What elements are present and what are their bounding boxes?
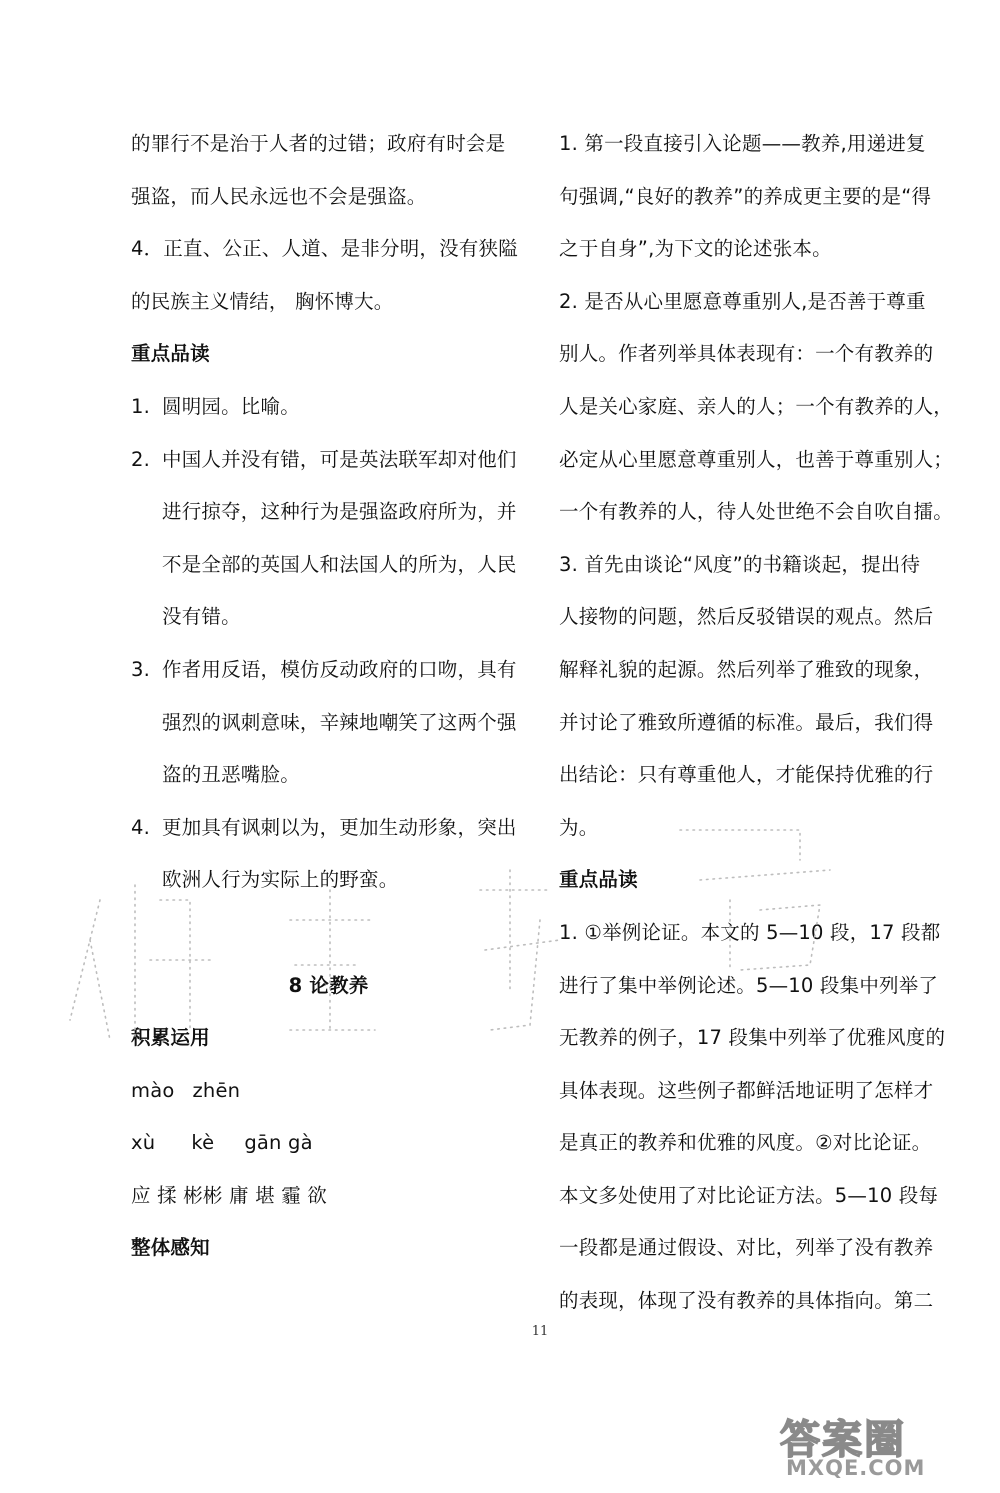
text-line: 1. 第一段直接引入论题——教养,用递进复: [559, 132, 926, 155]
text-line: 人是关心家庭、亲人的人；一个有教养的人，: [559, 394, 954, 418]
text-line: 一个有教养的人，待人处世绝不会自吹自擂。: [559, 500, 954, 524]
item-number: 4.: [131, 815, 151, 839]
text-line: 人接物的问题，然后反驳错误的观点。然后: [559, 605, 934, 629]
pinyin-text: xù: [131, 1131, 156, 1155]
item-text: 中国人并没有错，可是英法联军却对他们: [162, 447, 517, 471]
text-line: 的罪行不是治于人者的过错；政府有时会是: [131, 132, 506, 155]
text-line: 出结论：只有尊重他人，才能保持优雅的行: [559, 763, 934, 787]
text-line: 进行了集中举例论述。5—10 段集中列举了: [559, 973, 939, 997]
item-number: 1.: [131, 394, 151, 418]
text-line: 盗的丑恶嘴脸。: [162, 763, 300, 787]
text-line: 不是全部的英国人和法国人的所为，人民: [162, 552, 517, 576]
text-line: 本文多处使用了对比论证方法。5—10 段每: [559, 1183, 939, 1207]
page-number: 11: [531, 1324, 549, 1339]
text-line: 并讨论了雅致所遵循的标准。最后，我们得: [559, 710, 934, 734]
text-line: 没有错。: [162, 605, 241, 629]
pinyin-line: [131, 1065, 526, 1118]
text-line: 句强调,“良好的教养”的养成更主要的是“得: [559, 184, 932, 208]
numbered-item: [131, 381, 526, 434]
text-line: 欧洲人行为实际上的野蛮。: [162, 868, 399, 892]
numbered-item: [131, 434, 526, 487]
text-line: 一段都是通过假设、对比，列举了没有教养: [559, 1236, 934, 1260]
numbered-item: [131, 802, 526, 855]
text-line: 为。: [559, 815, 599, 839]
text-line: 必定从心里愿意尊重别人，也善于尊重别人；: [559, 447, 954, 471]
text-line: 1. ①举例论证。本文的 5—10 段，17 段都: [559, 920, 941, 944]
item-number: 2.: [131, 447, 151, 471]
pinyin-text: gān gà: [244, 1131, 313, 1155]
chapter-title: 8 论教养: [288, 973, 369, 997]
text-line: 是真正的教养和优雅的风度。②对比论证。: [559, 1131, 932, 1155]
pinyin-text: zhēn: [192, 1078, 241, 1102]
section-heading: 积累运用: [131, 1026, 210, 1050]
section-heading: 重点品读: [131, 342, 210, 366]
text-line: 进行掠夺，这种行为是强盗政府所为，并: [162, 500, 517, 524]
text-line: 的表现，体现了没有教养的具体指向。第二: [559, 1289, 934, 1313]
text-line: 的民族主义情结， 胸怀博大。: [131, 289, 394, 313]
watermark-logo: [780, 1408, 985, 1488]
text-line: 3. 首先由谈论“风度”的书籍谈起，提出待: [559, 552, 921, 576]
text-line: 应 揉 彬彬 庸 堪 霾 欲: [131, 1183, 327, 1207]
text-line: 之于自身”,为下文的论述张本。: [559, 237, 832, 261]
text-line: 解释礼貌的起源。然后列举了雅致的现象，: [559, 657, 934, 681]
section-heading: 重点品读: [559, 868, 638, 892]
right-column: [559, 118, 954, 1328]
text-line: 4．正直、公正、人道、是非分明，没有狭隘: [131, 237, 518, 261]
item-text: 更加具有讽刺以为，更加生动形象，突出: [162, 815, 517, 839]
text-line: 无教养的例子，17 段集中列举了优雅风度的: [559, 1026, 946, 1050]
section-heading: 整体感知: [131, 1236, 210, 1260]
pinyin-text: kè: [191, 1131, 215, 1155]
pinyin-line: [131, 1117, 526, 1170]
pinyin-text: mào: [131, 1078, 175, 1102]
text-line: 别人。作者列举具体表现有：一个有教养的: [559, 342, 934, 366]
item-text: 圆明园。比喻。: [162, 394, 300, 418]
left-column: [131, 118, 526, 1275]
text-line: 强烈的讽刺意味，辛辣地嘲笑了这两个强: [162, 710, 517, 734]
blank-line: [131, 907, 526, 960]
item-text: 作者用反语，模仿反动政府的口吻，具有: [162, 657, 517, 681]
text-line: 具体表现。这些例子都鲜活地证明了怎样才: [559, 1078, 934, 1102]
watermark-text: 答案圈: [780, 1417, 906, 1463]
item-number: 3.: [131, 657, 151, 681]
text-line: 强盗，而人民永远也不会是强盗。: [131, 184, 427, 208]
watermark-url: MXQE.COM: [786, 1456, 926, 1480]
numbered-item: [131, 644, 526, 697]
text-line: 2. 是否从心里愿意尊重别人,是否善于尊重: [559, 289, 926, 313]
